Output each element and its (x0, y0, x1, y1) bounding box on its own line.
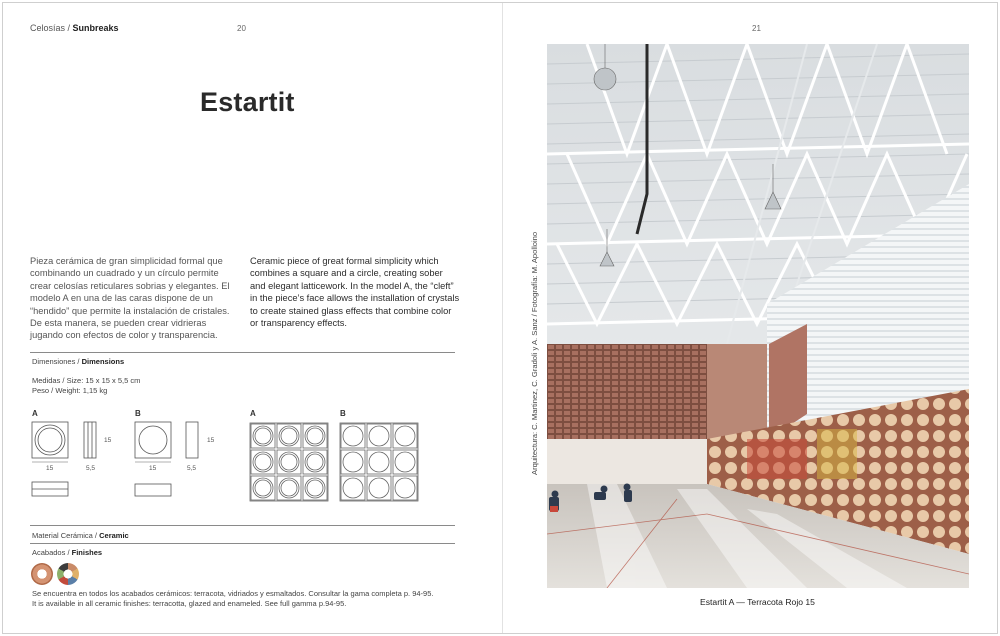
glazed-finish-swatch (57, 563, 79, 585)
lattice-cell (393, 424, 417, 448)
lattice-cell-inner-circle (255, 428, 271, 444)
lattice-cell-circle (343, 452, 363, 472)
section-name: Sunbreaks (72, 23, 119, 33)
lattice-a-grid (250, 423, 328, 501)
lattice-cell-circle (305, 478, 325, 498)
material-label: Material Cerámica / Ceramic (32, 531, 129, 540)
lattice-cell-circle (369, 478, 389, 498)
lattice-cell-inner-circle (255, 454, 271, 470)
size-spec: Medidas / Size: 15 x 15 x 5,5 cm (32, 376, 141, 385)
lattice-cell (367, 424, 391, 448)
lattice-cell-circle (279, 478, 299, 498)
dimensions-heading: Dimensiones / Dimensions (32, 357, 125, 366)
photo-caption: Estartit A — Terracota Rojo 15 (700, 597, 815, 607)
weight-spec: Peso / Weight: 1,15 kg (32, 386, 108, 395)
lattice-cell-inner-circle (307, 428, 323, 444)
lattice-cell-circle (253, 452, 273, 472)
model-a-circle-outer (35, 425, 65, 455)
lattice-cell (393, 450, 417, 474)
lattice-cell-inner-circle (281, 454, 297, 470)
lattice-b-grid (340, 423, 418, 501)
lattice-cell (393, 476, 417, 500)
dimension-depth-a: 5,5 (86, 465, 96, 472)
lattice-cell (341, 476, 365, 500)
model-a-circle-inner (38, 428, 62, 452)
lattice-cell-circle (395, 452, 415, 472)
description-spanish: Pieza cerámica de gran simplicidad formal que combinando un cuadrado y un círculo permite crear celosías reticulares sobrias y elegantes. El modelo A en una de las caras dispone de un “hendido” que permite la instalación de cristales. De esta manera, se pueden crear vidrieras jugando con efectos de color y transparencia. (30, 256, 230, 341)
lattice-cell-inner-circle (307, 480, 323, 496)
lattice-cell-inner-circle (281, 480, 297, 496)
lattice-cell-circle (343, 426, 363, 446)
lattice-cell-inner-circle (255, 480, 271, 496)
finishes-note-spanish: Se encuentra en todos los acabados cerámicos: terracota, vidriados y esmaltados. Consultar la gama completa p. 94-95. (32, 589, 434, 598)
page-number-left: 20 (237, 24, 246, 33)
divider-finishes (30, 543, 455, 544)
model-b-front (135, 422, 171, 458)
lattice-cell-circle (369, 452, 389, 472)
dimension-height-b: 15 (207, 437, 215, 444)
lattice-cell (367, 476, 391, 500)
lattice-cell-circle (395, 478, 415, 498)
dimension-width-b: 15 (149, 465, 157, 472)
lattice-cell-circle (279, 426, 299, 446)
dimension-height-a: 15 (104, 437, 112, 444)
page-number-right: 21 (752, 24, 761, 33)
dimension-width-a: 15 (46, 465, 54, 472)
model-b-bottom (135, 484, 171, 496)
lattice-cell-circle (343, 478, 363, 498)
lattice-cell-circle (253, 478, 273, 498)
lattice-cell (341, 450, 365, 474)
lattice-cell-circle (305, 426, 325, 446)
terracotta-finish-swatch (31, 563, 53, 585)
description-english: Ceramic piece of great formal simplicity which combines a square and a circle, creating sober and elegant latticework. In the model A, the “cleft” in the piece’s face allows the installation of crystals to create stained glass effects that combine color or transparency effects. (250, 256, 460, 329)
lattice-cell (367, 450, 391, 474)
finishes-heading: Acabados / Finishes (32, 548, 103, 557)
model-a-label: A (32, 409, 38, 418)
lattice-cell-circle (305, 452, 325, 472)
lattice-a-label: A (250, 409, 256, 418)
product-title: Estartit (200, 87, 295, 117)
architecture-photo (547, 44, 969, 588)
model-b-label: B (135, 409, 141, 418)
divider-material (30, 525, 455, 526)
lattice-cell-circle (369, 426, 389, 446)
dimension-depth-b: 5,5 (187, 465, 197, 472)
finishes-note-english: It is available in all ceramic finishes: terracotta, glazed and enameled. See full gamma p.94-95. (32, 599, 347, 608)
lattice-cell-inner-circle (281, 428, 297, 444)
model-a-front (32, 422, 68, 458)
model-b-side (186, 422, 198, 458)
photo-credit: Arquitectura: C. Martinez, C. Gradoli y A. Sanz / Fotografía: M. Apolloino (530, 231, 539, 475)
section-prefix: Celosías / (30, 23, 73, 33)
model-b-circle (139, 426, 167, 454)
lattice-cell-inner-circle (307, 454, 323, 470)
lattice-cell (341, 424, 365, 448)
model-a-side (84, 422, 96, 458)
lattice-b-label: B (340, 409, 346, 418)
lattice-cell-circle (395, 426, 415, 446)
lattice-cell-circle (253, 426, 273, 446)
lattice-cell-circle (279, 452, 299, 472)
